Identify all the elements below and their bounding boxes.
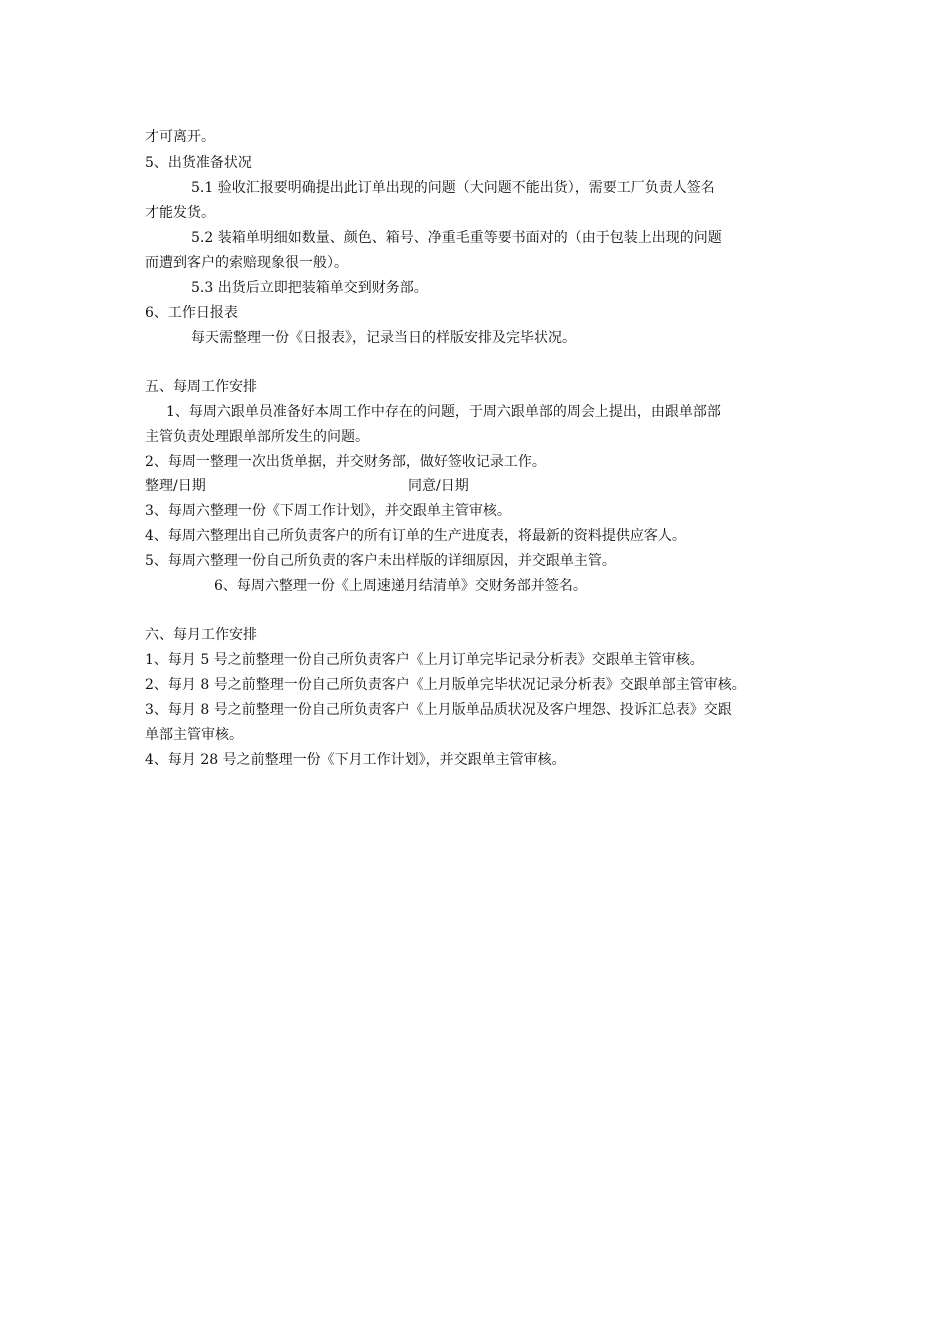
chapter-heading: 五、每周工作安排 [145, 379, 257, 395]
chapter-heading: 六、每月工作安排 [145, 627, 257, 643]
text-line: 4、每月 28 号之前整理一份《下月工作计划》，并交跟单主管审核。 [145, 752, 566, 768]
text-line: 2、每月 8 号之前整理一份自己所负责客户《上月版单完毕状况记录分析表》交跟单部主管审核。 [145, 677, 746, 693]
text-line: 5、每周六整理一份自己所负责的客户未出样版的详细原因，并交跟单主管。 [145, 553, 616, 569]
text-line: 3、每月 8 号之前整理一份自己所负责客户《上月版单品质状况及客户埋怨、投诉汇总表》交跟 [145, 702, 732, 718]
section-heading: 5、出货准备状况 [145, 155, 252, 171]
text-line: 6、每周六整理一份《上周速递月结清单》交财务部并签名。 [214, 578, 587, 594]
text-line: 才能发货。 [145, 205, 215, 221]
text-line: 1、每周六跟单员准备好本周工作中存在的问题，于周六跟单部的周会上提出，由跟单部部 [166, 404, 721, 420]
signature-left: 整理/日期 [145, 478, 206, 494]
text-line: 主管负责处理跟单部所发生的问题。 [145, 429, 369, 445]
signature-right: 同意/日期 [408, 478, 469, 494]
text-line: 5.1 验收汇报要明确提出此订单出现的问题（大问题不能出货），需要工厂负责人签名 [191, 180, 715, 196]
text-line: 3、每周六整理一份《下周工作计划》，并交跟单主管审核。 [145, 503, 511, 519]
text-line: 4、每周六整理出自己所负责客户的所有订单的生产进度表，将最新的资料提供应客人。 [145, 528, 686, 544]
text-line: 2、每周一整理一次出货单据，并交财务部，做好签收记录工作。 [145, 454, 546, 470]
section-heading: 6、工作日报表 [145, 305, 238, 321]
text-line: 单部主管审核。 [145, 727, 243, 743]
text-line: 5.3 出货后立即把装箱单交到财务部。 [191, 280, 428, 296]
text-line: 5.2 装箱单明细如数量、颜色、箱号、净重毛重等要书面对的（由于包装上出现的问题 [191, 230, 722, 246]
text-line: 1、每月 5 号之前整理一份自己所负责客户《上月订单完毕记录分析表》交跟单主管审核。 [145, 652, 704, 668]
text-line: 每天需整理一份《日报表》，记录当日的样版安排及完毕状况。 [191, 330, 576, 346]
text-line: 才可离开。 [145, 129, 215, 145]
text-line: 而遭到客户的索赔现象很一般）。 [145, 255, 348, 271]
